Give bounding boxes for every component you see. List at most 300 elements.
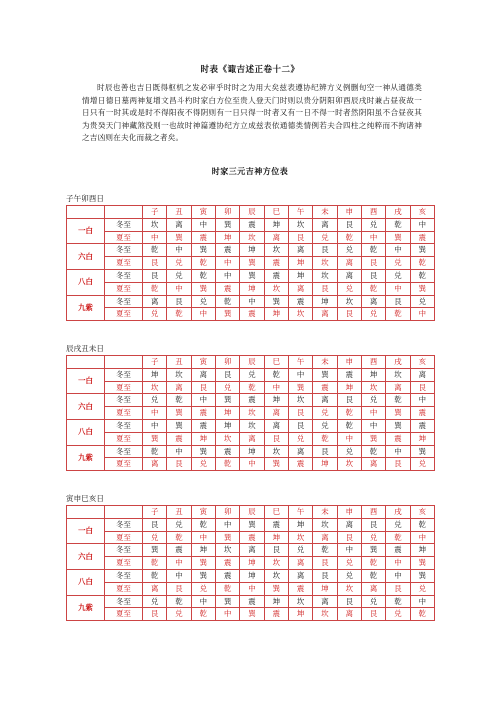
direction-cell: 艮 [143,608,167,621]
direction-cell: 乾 [337,407,361,420]
table-row-winter [67,244,435,257]
hour-header: 未 [313,356,337,369]
direction-cell: 艮 [143,257,167,270]
direction-cell: 巽 [410,244,434,257]
direction-cell: 中 [240,295,264,308]
direction-cell: 艮 [191,381,215,394]
direction-cell: 离 [264,407,288,420]
direction-cell: 离 [240,544,264,557]
season-summer-label: 夏至 [105,608,143,621]
direction-cell: 离 [167,218,191,231]
direction-cell: 艮 [313,557,337,570]
table-row-summer [67,608,435,621]
direction-cell: 坤 [240,244,264,257]
direction-cell: 中 [386,557,410,570]
table-row-summer [67,231,435,244]
direction-cell: 巽 [240,269,264,282]
direction-cell: 艮 [386,295,410,308]
direction-cell: 震 [240,308,264,321]
direction-cell: 巽 [410,569,434,582]
direction-cell: 离 [288,244,312,257]
direction-cell: 坎 [337,458,361,471]
star-label: 九紫 [67,595,105,621]
direction-cell: 乾 [191,269,215,282]
direction-table-ziwu [66,205,435,321]
section-label-ziwu: 子午卯酉日 [66,194,104,203]
season-winter-label: 冬至 [105,244,143,257]
direction-cell: 巽 [264,458,288,471]
direction-cell: 乾 [167,595,191,608]
direction-cell: 乾 [167,531,191,544]
star-label: 六白 [67,394,105,420]
hour-header: 丑 [167,506,191,519]
direction-cell: 震 [240,531,264,544]
direction-cell: 巽 [215,218,239,231]
direction-cell: 兑 [386,518,410,531]
direction-cell: 乾 [215,582,239,595]
direction-cell: 坤 [264,308,288,321]
direction-cell: 中 [215,269,239,282]
direction-cell: 艮 [313,244,337,257]
direction-cell: 兑 [167,518,191,531]
direction-cell: 中 [410,531,434,544]
header-corner [67,506,105,519]
header-row [67,356,435,369]
table-row-winter [67,218,435,231]
direction-cell: 离 [313,218,337,231]
direction-cell: 坎 [264,282,288,295]
direction-cell: 中 [167,557,191,570]
direction-cell: 中 [337,544,361,557]
table-row-summer [67,257,435,270]
direction-table-yinshen [66,505,435,621]
table-row-winter [67,544,435,557]
direction-cell: 坎 [264,445,288,458]
direction-cell: 巽 [215,595,239,608]
direction-cell: 巽 [386,419,410,432]
direction-cell: 坤 [215,419,239,432]
direction-cell: 离 [288,569,312,582]
star-label: 九紫 [67,295,105,321]
direction-cell: 乾 [361,244,385,257]
direction-cell: 中 [215,608,239,621]
direction-cell: 中 [167,282,191,295]
hour-header: 亥 [410,506,434,519]
table-row-summer [67,308,435,321]
direction-cell: 兑 [167,257,191,270]
direction-cell: 坎 [313,608,337,621]
direction-cell: 震 [337,368,361,381]
season-summer-label: 夏至 [105,282,143,295]
direction-cell: 中 [167,569,191,582]
direction-cell: 乾 [143,445,167,458]
direction-cell: 乾 [361,569,385,582]
direction-cell: 兑 [337,569,361,582]
table-row-summer [67,557,435,570]
direction-cell: 坤 [240,557,264,570]
hour-header: 午 [288,356,312,369]
direction-cell: 巽 [215,531,239,544]
direction-cell: 乾 [361,282,385,295]
season-summer-label: 夏至 [105,432,143,445]
direction-cell: 坤 [337,381,361,394]
direction-cell: 巽 [191,282,215,295]
direction-cell: 坤 [143,368,167,381]
direction-cell: 艮 [361,269,385,282]
table-row-winter [67,445,435,458]
hour-header: 酉 [361,206,385,219]
header-row [67,506,435,519]
direction-cell: 乾 [386,308,410,321]
season-winter-label: 冬至 [105,518,143,531]
direction-cell: 中 [215,257,239,270]
table-row-winter [67,569,435,582]
season-summer-label: 夏至 [105,531,143,544]
hour-header: 戌 [386,356,410,369]
direction-cell: 乾 [410,269,434,282]
direction-cell: 中 [361,419,385,432]
direction-cell: 坎 [240,407,264,420]
direction-cell: 中 [215,518,239,531]
direction-cell: 乾 [191,608,215,621]
direction-cell: 艮 [313,569,337,582]
direction-cell: 艮 [337,308,361,321]
hour-header: 申 [337,206,361,219]
hour-header: 酉 [361,356,385,369]
direction-cell: 坎 [313,518,337,531]
direction-cell: 巽 [361,432,385,445]
direction-cell: 兑 [240,368,264,381]
direction-cell: 艮 [361,518,385,531]
direction-cell: 坎 [240,419,264,432]
direction-cell: 坤 [240,569,264,582]
direction-cell: 坎 [288,308,312,321]
direction-cell: 中 [361,407,385,420]
direction-cell: 乾 [386,595,410,608]
direction-cell: 中 [264,381,288,394]
direction-cell: 离 [361,582,385,595]
star-label: 八白 [67,569,105,595]
direction-cell: 巽 [240,257,264,270]
direction-cell: 震 [240,394,264,407]
hour-header: 子 [143,506,167,519]
direction-cell: 离 [337,257,361,270]
direction-cell: 坎 [264,557,288,570]
direction-cell: 兑 [386,269,410,282]
direction-cell: 乾 [410,608,434,621]
direction-cell: 兑 [143,595,167,608]
direction-cell: 乾 [386,218,410,231]
direction-cell: 巽 [215,308,239,321]
direction-cell: 兑 [191,582,215,595]
direction-cell: 兑 [313,407,337,420]
direction-cell: 巽 [191,244,215,257]
direction-cell: 震 [240,595,264,608]
direction-cell: 离 [313,394,337,407]
direction-cell: 震 [386,432,410,445]
direction-cell: 兑 [361,531,385,544]
direction-cell: 乾 [167,308,191,321]
table-row-winter [67,394,435,407]
direction-cell: 离 [143,458,167,471]
season-winter-label: 冬至 [105,569,143,582]
direction-cell: 震 [191,407,215,420]
direction-cell: 坤 [288,269,312,282]
direction-cell: 坎 [264,569,288,582]
direction-cell: 坤 [240,445,264,458]
direction-cell: 兑 [313,231,337,244]
direction-cell: 震 [288,582,312,595]
direction-cell: 艮 [167,295,191,308]
direction-cell: 中 [191,394,215,407]
direction-cell: 震 [191,231,215,244]
direction-cell: 艮 [361,608,385,621]
direction-cell: 震 [215,244,239,257]
section-label-chenxu: 辰戌丑未日 [66,344,104,353]
direction-cell: 兑 [167,269,191,282]
direction-cell: 乾 [143,244,167,257]
direction-cell: 乾 [337,419,361,432]
direction-cell: 坎 [288,531,312,544]
direction-cell: 离 [143,582,167,595]
direction-cell: 艮 [143,518,167,531]
table-row-summer [67,407,435,420]
direction-cell: 艮 [264,544,288,557]
direction-cell: 中 [410,595,434,608]
direction-cell: 艮 [288,231,312,244]
direction-cell: 中 [143,231,167,244]
direction-table-chenxu [66,355,435,471]
direction-cell: 兑 [143,308,167,321]
direction-cell: 艮 [386,582,410,595]
direction-cell: 坎 [264,244,288,257]
star-label: 九紫 [67,445,105,471]
table-row-winter [67,295,435,308]
direction-cell: 坤 [215,407,239,420]
season-winter-label: 冬至 [105,269,143,282]
hour-header: 午 [288,506,312,519]
direction-cell: 兑 [143,531,167,544]
direction-cell: 巽 [191,557,215,570]
direction-cell: 巽 [410,282,434,295]
direction-cell: 乾 [191,257,215,270]
direction-cell: 坤 [264,531,288,544]
star-label: 一白 [67,368,105,394]
season-summer-label: 夏至 [105,407,143,420]
direction-cell: 艮 [288,419,312,432]
direction-cell: 兑 [191,458,215,471]
direction-cell: 艮 [264,432,288,445]
direction-cell: 巽 [215,394,239,407]
direction-cell: 离 [191,368,215,381]
direction-cell: 兑 [361,394,385,407]
direction-cell: 震 [191,419,215,432]
hour-header: 亥 [410,356,434,369]
direction-cell: 中 [143,419,167,432]
direction-cell: 乾 [410,518,434,531]
direction-cell: 巽 [167,231,191,244]
direction-cell: 巽 [240,518,264,531]
direction-cell: 坎 [143,381,167,394]
direction-cell: 中 [143,407,167,420]
direction-cell: 震 [240,218,264,231]
direction-cell: 巽 [288,381,312,394]
direction-cell: 震 [215,445,239,458]
direction-cell: 离 [313,595,337,608]
hour-header: 辰 [240,206,264,219]
season-summer-label: 夏至 [105,557,143,570]
direction-cell: 乾 [143,282,167,295]
direction-cell: 中 [386,282,410,295]
direction-cell: 坎 [288,595,312,608]
direction-cell: 离 [337,608,361,621]
season-summer-label: 夏至 [105,231,143,244]
table-row-winter [67,419,435,432]
direction-cell: 中 [386,445,410,458]
direction-cell: 乾 [410,257,434,270]
direction-cell: 艮 [337,394,361,407]
direction-cell: 中 [386,569,410,582]
table-row-summer [67,282,435,295]
hour-header: 未 [313,206,337,219]
star-label: 一白 [67,218,105,244]
direction-cell: 震 [386,544,410,557]
direction-cell: 乾 [313,432,337,445]
direction-cell: 中 [288,368,312,381]
table-row-winter [67,269,435,282]
direction-cell: 乾 [361,445,385,458]
direction-cell: 坎 [167,368,191,381]
hour-header: 卯 [215,356,239,369]
direction-cell: 中 [410,394,434,407]
direction-cell: 艮 [337,218,361,231]
direction-cell: 坤 [288,518,312,531]
season-summer-label: 夏至 [105,458,143,471]
season-winter-label: 冬至 [105,368,143,381]
direction-cell: 震 [313,381,337,394]
direction-cell: 艮 [167,582,191,595]
direction-cell: 巽 [410,445,434,458]
direction-cell: 乾 [215,295,239,308]
direction-cell: 巽 [361,544,385,557]
direction-cell: 巽 [264,582,288,595]
direction-cell: 坎 [361,381,385,394]
direction-cell: 坤 [313,458,337,471]
intro-paragraph: 时辰也善也吉日既得枢机之发必审乎时时之为用大矣兹表遵协纪辨方义例删旬空一神从通德类情增日德日墓两神复增文昌斗杓时家白方位至贵人登天门时则以贵分阴阳卯酉辰戌时兼占昼夜故一日只有一时其或是时不得阳夜不得阴则有一日只得一时者又有一日不得一时者然阴阳虽不合昼夜其为贵癸天门神藏煞没则一也故时神篇遵协纪方立成兹表依通德类情例若夫合四柱之纯粹而不拘诸神之吉凶则在夫化而裁之者矣。 [82,83,422,143]
direction-cell: 离 [240,432,264,445]
direction-cell: 坤 [264,394,288,407]
season-winter-label: 冬至 [105,295,143,308]
direction-cell: 离 [313,531,337,544]
table-row-summer [67,432,435,445]
direction-cell: 乾 [191,518,215,531]
direction-cell: 乾 [361,557,385,570]
table-row-summer [67,531,435,544]
direction-cell: 兑 [361,308,385,321]
hour-header: 未 [313,506,337,519]
direction-cell: 乾 [240,381,264,394]
table-row-winter [67,595,435,608]
direction-cell: 中 [191,531,215,544]
direction-cell: 震 [288,458,312,471]
direction-cell: 中 [167,244,191,257]
direction-cell: 兑 [361,218,385,231]
direction-cell: 巽 [240,608,264,621]
hour-header: 辰 [240,506,264,519]
star-label: 八白 [67,419,105,445]
direction-cell: 艮 [215,368,239,381]
direction-cell: 离 [288,282,312,295]
season-winter-label: 冬至 [105,595,143,608]
direction-cell: 震 [410,407,434,420]
table-row-summer [67,582,435,595]
direction-cell: 离 [288,557,312,570]
direction-cell: 坎 [386,368,410,381]
direction-cell: 坎 [313,269,337,282]
direction-cell: 坤 [410,432,434,445]
season-winter-label: 冬至 [105,544,143,557]
direction-cell: 坎 [215,544,239,557]
table-row-summer [67,458,435,471]
direction-cell: 乾 [143,569,167,582]
hour-header: 巳 [264,356,288,369]
direction-cell: 艮 [337,595,361,608]
hour-header: 戌 [386,506,410,519]
direction-cell: 兑 [337,282,361,295]
hour-header: 丑 [167,206,191,219]
direction-cell: 中 [386,244,410,257]
direction-cell: 坎 [337,582,361,595]
table-row-winter [67,368,435,381]
direction-cell: 乾 [386,394,410,407]
direction-cell: 兑 [337,557,361,570]
header-corner [105,506,143,519]
hour-header: 酉 [361,506,385,519]
direction-cell: 艮 [410,381,434,394]
direction-cell: 坎 [143,218,167,231]
direction-cell: 中 [167,445,191,458]
direction-cell: 乾 [386,531,410,544]
direction-cell: 兑 [337,244,361,257]
direction-cell: 中 [240,458,264,471]
hour-header: 卯 [215,506,239,519]
direction-cell: 坤 [288,257,312,270]
hour-header: 巳 [264,506,288,519]
direction-cell: 乾 [337,231,361,244]
direction-cell: 坤 [288,608,312,621]
direction-cell: 坎 [240,231,264,244]
direction-cell: 中 [361,231,385,244]
direction-cell: 艮 [337,531,361,544]
direction-cell: 坤 [410,544,434,557]
season-summer-label: 夏至 [105,381,143,394]
direction-cell: 中 [191,308,215,321]
hour-header: 寅 [191,206,215,219]
direction-cell: 中 [191,218,215,231]
direction-cell: 中 [240,582,264,595]
direction-cell: 乾 [215,458,239,471]
direction-cell: 离 [386,381,410,394]
direction-cell: 乾 [313,544,337,557]
direction-cell: 震 [410,419,434,432]
direction-cell: 坤 [264,595,288,608]
direction-cell: 离 [337,518,361,531]
direction-cell: 离 [361,295,385,308]
star-label: 六白 [67,244,105,270]
direction-cell: 兑 [167,608,191,621]
star-label: 一白 [67,518,105,544]
direction-cell: 艮 [386,458,410,471]
